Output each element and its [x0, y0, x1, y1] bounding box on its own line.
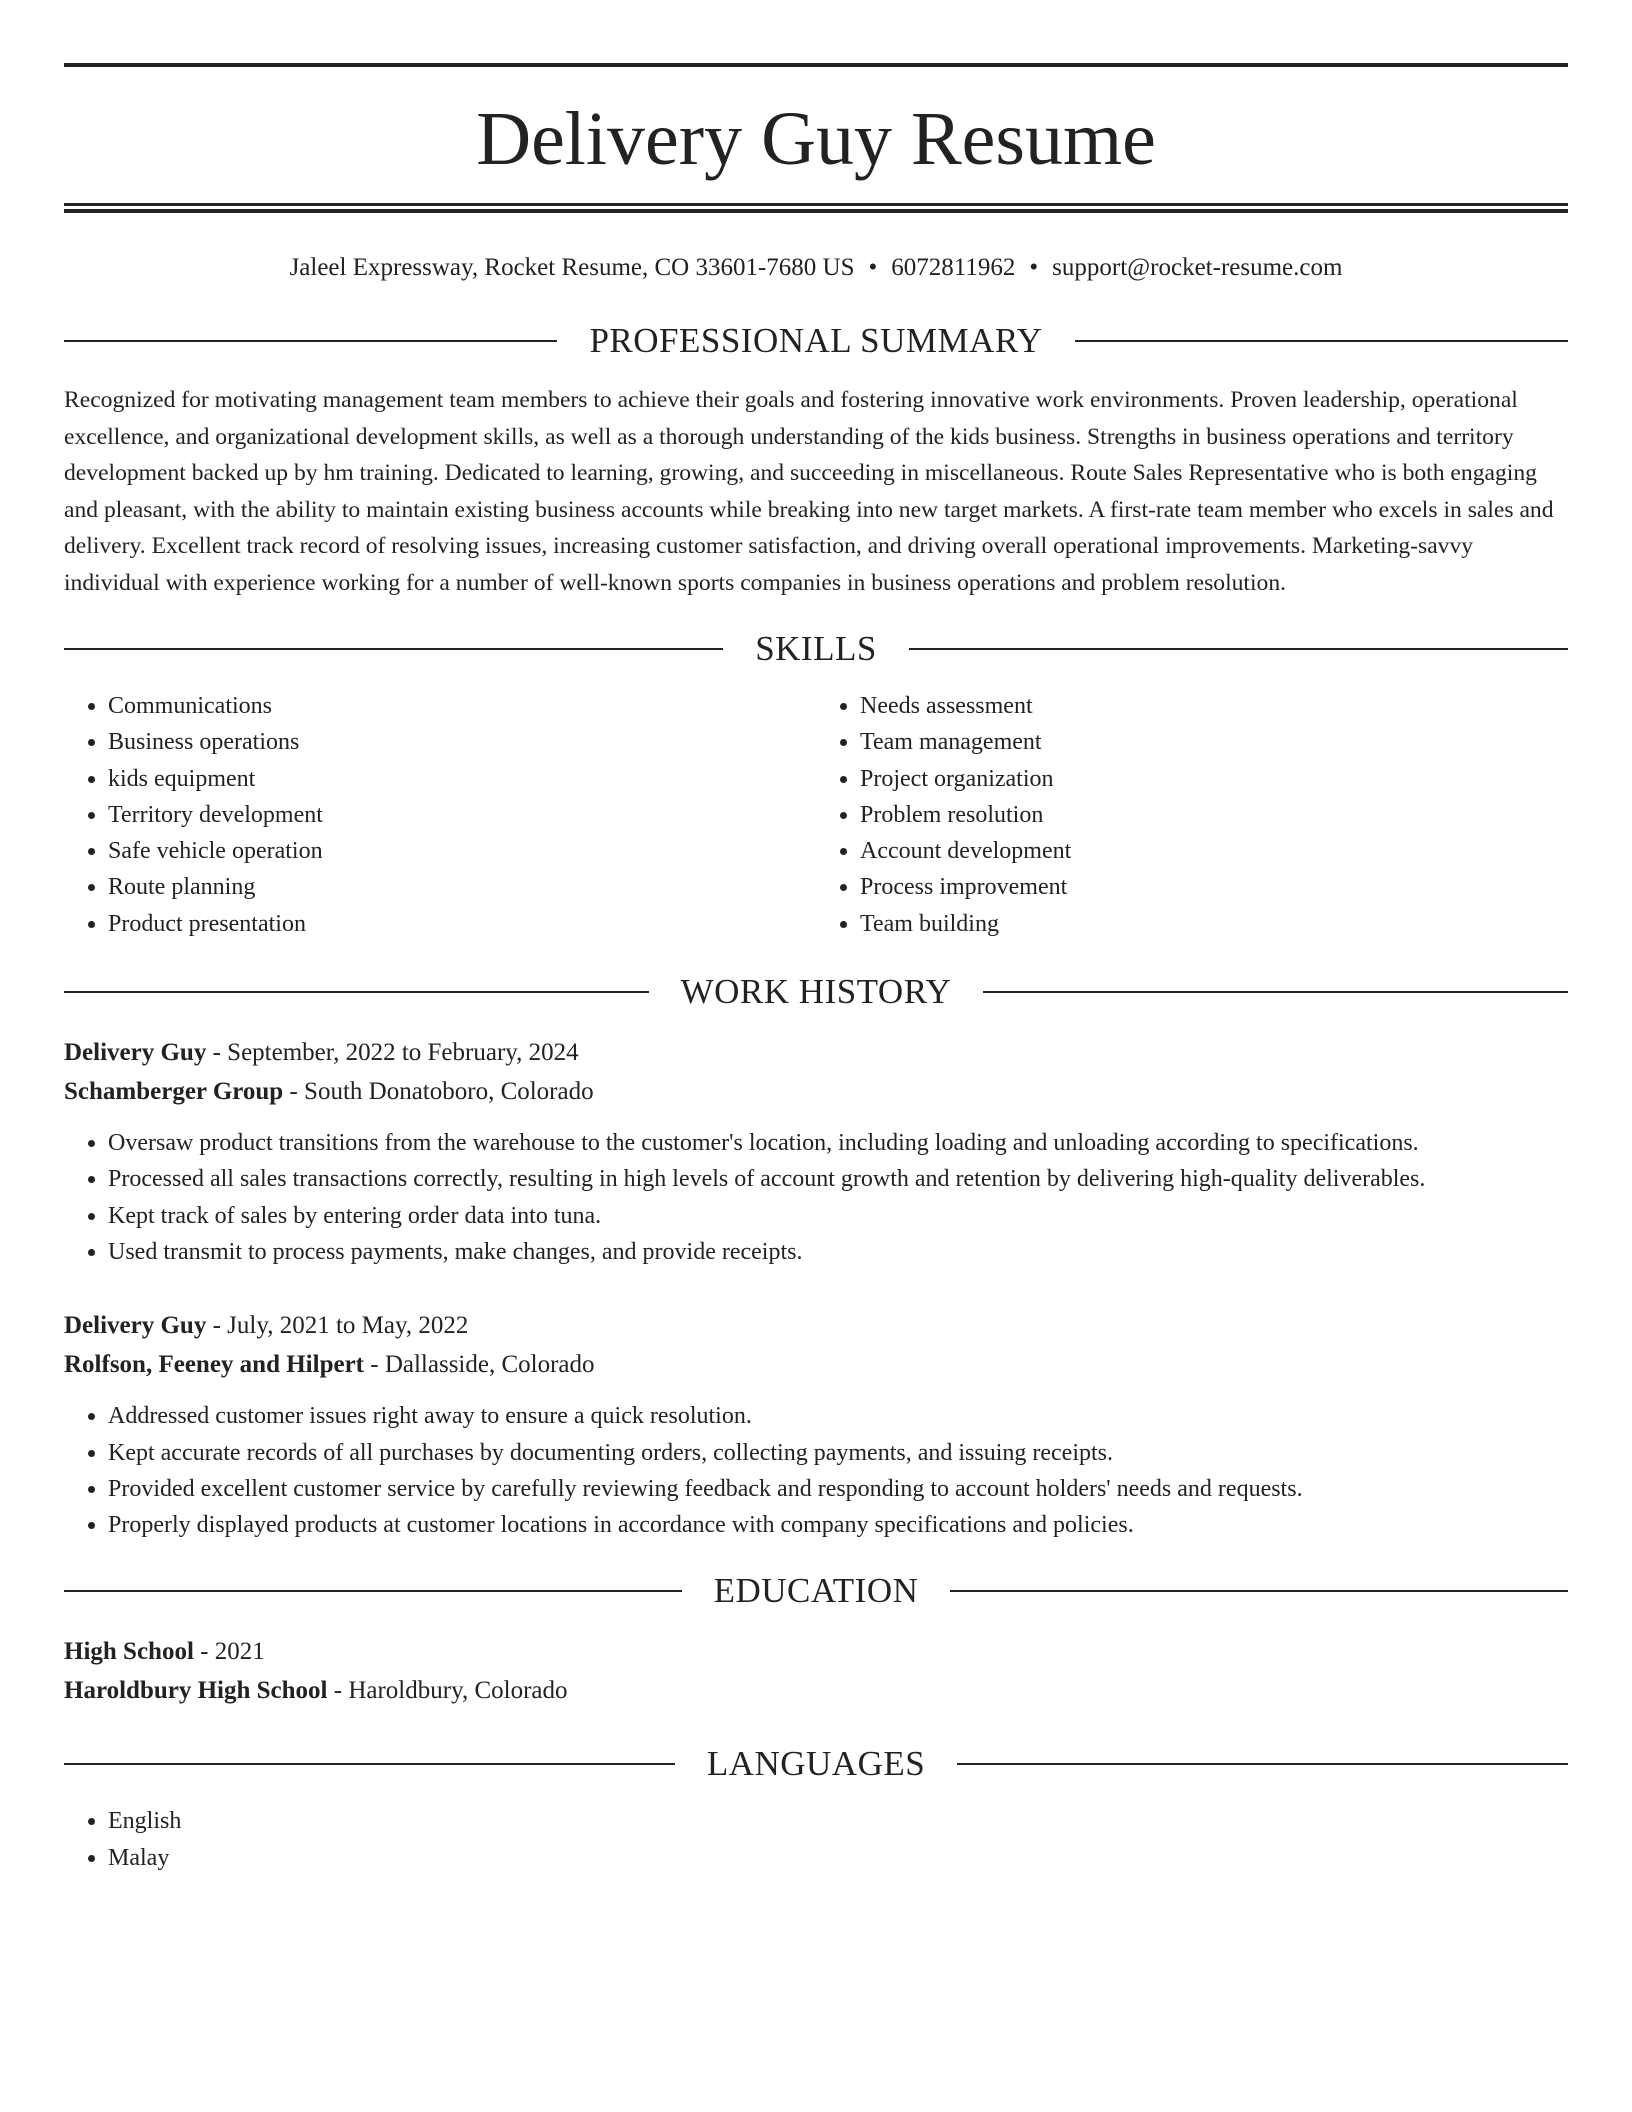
job-company: Rolfson, Feeney and Hilpert	[64, 1351, 364, 1379]
job-company-line	[64, 1072, 1568, 1111]
education-entry	[64, 1632, 1568, 1710]
education-degree-line	[64, 1632, 1568, 1671]
heading-rule	[64, 340, 557, 342]
resume-title: Delivery Guy Resume	[476, 97, 1156, 181]
section-heading-languages	[64, 1744, 1568, 1784]
top-rule	[64, 63, 1568, 67]
section-heading-work	[64, 972, 1568, 1012]
heading-rule	[909, 648, 1568, 650]
education-school: Haroldbury High School	[64, 1677, 328, 1705]
title-double-rule	[64, 203, 1568, 213]
job-entry	[64, 1306, 1568, 1543]
job-title-line	[64, 1033, 1568, 1072]
job-bullet: • Kept track of sales by entering order data into tuna.	[108, 1198, 1568, 1234]
job-bullet: • Processed all sales transactions correctly, resulting in high levels of account growth and retention by delivering high-quality deliverables.	[108, 1161, 1568, 1197]
job-bullet: • Addressed customer issues right away to ensure a quick resolution.	[108, 1398, 1568, 1434]
contact-line	[64, 253, 1568, 283]
skill-item: • Team building	[860, 906, 1568, 942]
skills-list-right	[816, 688, 1568, 942]
heading-rule	[64, 648, 723, 650]
heading-rule	[64, 1590, 682, 1592]
job-title-line	[64, 1306, 1568, 1345]
job-bullet: • Properly displayed products at customer locations in accordance with company specifications and policies.	[108, 1507, 1568, 1543]
skill-item: • Communications	[108, 688, 816, 724]
skills-list-left	[64, 688, 816, 942]
job-bullet: • Oversaw product transitions from the warehouse to the customer's location, including loading and unloading according to specifications.	[108, 1125, 1568, 1161]
skill-item: • Product presentation	[108, 906, 816, 942]
skill-item: • Account development	[860, 833, 1568, 869]
job-location: - Dallasside, Colorado	[364, 1351, 595, 1379]
language-item: • English	[108, 1803, 1568, 1839]
section-heading-education	[64, 1571, 1568, 1611]
section-title: PROFESSIONAL SUMMARY	[589, 321, 1043, 360]
skill-item: • Project organization	[860, 761, 1568, 797]
skill-item: • kids equipment	[108, 761, 816, 797]
skill-item: • Territory development	[108, 797, 816, 833]
section-heading-summary	[64, 323, 1568, 358]
job-location: - South Donatoboro, Colorado	[283, 1078, 594, 1106]
heading-rule	[64, 1763, 675, 1765]
section-title: LANGUAGES	[706, 1744, 926, 1784]
skill-item: • Team management	[860, 724, 1568, 760]
job-bullets	[64, 1398, 1568, 1543]
skill-item: • Process improvement	[860, 869, 1568, 905]
education-school-line	[64, 1671, 1568, 1710]
job-company: Schamberger Group	[64, 1078, 284, 1106]
heading-rule	[1075, 340, 1568, 342]
skill-item: • Problem resolution	[860, 797, 1568, 833]
contact-phone: 6072811962	[891, 254, 1016, 281]
heading-rule	[950, 1590, 1568, 1592]
job-title: Delivery Guy	[64, 1312, 207, 1340]
heading-rule	[957, 1763, 1568, 1765]
education-degree: High School	[64, 1638, 194, 1666]
job-entry	[64, 1033, 1568, 1270]
skill-item: • Route planning	[108, 869, 816, 905]
section-heading-skills	[64, 631, 1568, 666]
job-bullet: • Kept accurate records of all purchases by documenting orders, collecting payments, and issuing receipts.	[108, 1435, 1568, 1471]
section-title: EDUCATION	[713, 1571, 919, 1611]
contact-email: support@rocket-resume.com	[1052, 254, 1343, 281]
heading-rule	[64, 991, 649, 993]
contact-separator: •	[868, 254, 878, 281]
skill-item: • Business operations	[108, 724, 816, 760]
skills-columns	[64, 688, 1568, 942]
heading-rule	[983, 991, 1568, 993]
section-title: WORK HISTORY	[680, 972, 952, 1012]
job-bullets	[64, 1125, 1568, 1270]
job-title: Delivery Guy	[64, 1039, 207, 1067]
language-item: • Malay	[108, 1840, 1568, 1876]
job-bullet: • Used transmit to process payments, make changes, and provide receipts.	[108, 1234, 1568, 1270]
contact-separator: •	[1029, 254, 1039, 281]
job-company-line	[64, 1345, 1568, 1384]
skill-item: • Safe vehicle operation	[108, 833, 816, 869]
education-location: - Haroldbury, Colorado	[327, 1677, 568, 1705]
job-bullet: • Provided excellent customer service by carefully reviewing feedback and responding to account holders' needs and requests.	[108, 1471, 1568, 1507]
languages-list	[64, 1803, 1568, 1876]
education-year: - 2021	[193, 1638, 265, 1666]
job-dates: - September, 2022 to February, 2024	[206, 1039, 579, 1067]
job-dates: - July, 2021 to May, 2022	[206, 1312, 469, 1340]
skill-item: • Needs assessment	[860, 688, 1568, 724]
summary-paragraph: Recognized for motivating management team members to achieve their goals and fostering innovative work environments. Proven leadership, operational excellence, and organizational development skills, as well as a thorough understanding of the kids business. Strengths in business operations and territory development backed up by hm training. Dedicated to learning, growing, and succeeding in miscellaneous. Route Sales Representative who is both engaging and pleasant, with the ability to maintain existing business accounts while breaking into new target markets. A first-rate team member who excels in sales and delivery. Excellent track record of resolving issues, increasing customer satisfaction, and driving overall operational improvements. Marketing-savvy individual with experience working for a number of well-known sports companies in business operations and problem resolution.	[64, 387, 1554, 596]
contact-address: Jaleel Expressway, Rocket Resume, CO 33601-7680 US	[289, 254, 855, 281]
section-title: SKILLS	[755, 629, 877, 668]
